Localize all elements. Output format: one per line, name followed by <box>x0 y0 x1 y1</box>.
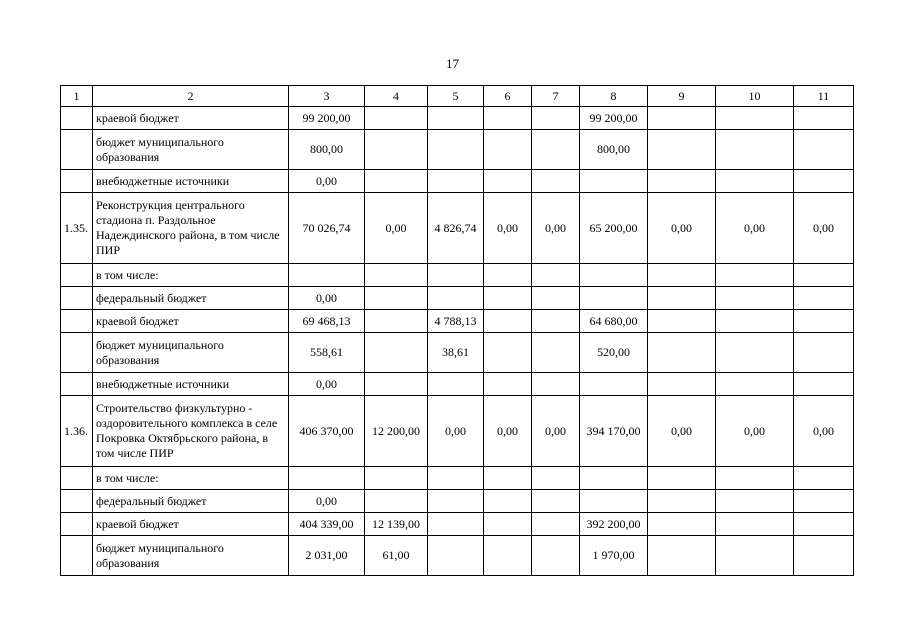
value-cell <box>580 373 648 396</box>
value-cell: 69 468,13 <box>289 310 365 333</box>
table-row <box>61 333 854 373</box>
table-row <box>61 193 854 264</box>
value-cell <box>484 107 532 130</box>
header-cell: 2 <box>93 86 289 107</box>
value-cell <box>289 467 365 490</box>
item-number-cell <box>61 170 93 193</box>
value-cell: 0,00 <box>648 396 716 467</box>
table-row <box>61 310 854 333</box>
header-row <box>61 86 854 107</box>
table-row <box>61 107 854 130</box>
value-cell <box>532 287 580 310</box>
value-cell <box>532 310 580 333</box>
description-cell: краевой бюджет <box>93 107 289 130</box>
value-cell <box>648 467 716 490</box>
value-cell: 800,00 <box>289 130 365 170</box>
description-cell: внебюджетные источники <box>93 170 289 193</box>
value-cell <box>794 264 854 287</box>
value-cell <box>580 170 648 193</box>
value-cell <box>580 467 648 490</box>
value-cell <box>365 310 428 333</box>
value-cell <box>794 107 854 130</box>
table-row <box>61 513 854 536</box>
table-row <box>61 396 854 467</box>
value-cell <box>648 287 716 310</box>
item-number-cell <box>61 490 93 513</box>
header-cell: 9 <box>648 86 716 107</box>
value-cell: 12 139,00 <box>365 513 428 536</box>
description-cell: бюджет муниципального образования <box>93 333 289 373</box>
value-cell: 4 788,13 <box>428 310 484 333</box>
page-number: 17 <box>446 56 459 71</box>
value-cell <box>484 467 532 490</box>
value-cell: 394 170,00 <box>580 396 648 467</box>
value-cell: 0,00 <box>365 193 428 264</box>
value-cell <box>794 513 854 536</box>
description-cell: Реконструкция центрального стадиона п. Раздольное Надеждинского района, в том числе ПИР <box>93 193 289 264</box>
item-number-cell <box>61 467 93 490</box>
description-cell: федеральный бюджет <box>93 287 289 310</box>
description-cell: в том числе: <box>93 264 289 287</box>
header-cell: 11 <box>794 86 854 107</box>
value-cell <box>532 536 580 576</box>
item-number-cell <box>61 287 93 310</box>
value-cell: 70 026,74 <box>289 193 365 264</box>
value-cell <box>484 373 532 396</box>
value-cell: 0,00 <box>484 396 532 467</box>
value-cell <box>580 287 648 310</box>
value-cell <box>580 490 648 513</box>
header-cell: 6 <box>484 86 532 107</box>
value-cell <box>716 490 794 513</box>
header-cell: 5 <box>428 86 484 107</box>
value-cell <box>648 310 716 333</box>
value-cell <box>484 170 532 193</box>
item-number-cell <box>61 513 93 536</box>
value-cell <box>648 513 716 536</box>
header-cell: 7 <box>532 86 580 107</box>
value-cell <box>365 333 428 373</box>
value-cell: 406 370,00 <box>289 396 365 467</box>
table-body <box>61 86 854 576</box>
description-cell: бюджет муниципального образования <box>93 130 289 170</box>
value-cell <box>648 170 716 193</box>
value-cell: 12 200,00 <box>365 396 428 467</box>
value-cell <box>428 536 484 576</box>
value-cell: 4 826,74 <box>428 193 484 264</box>
value-cell <box>716 513 794 536</box>
value-cell <box>428 130 484 170</box>
value-cell <box>484 333 532 373</box>
value-cell <box>716 536 794 576</box>
value-cell <box>532 513 580 536</box>
value-cell: 0,00 <box>794 396 854 467</box>
item-number-cell <box>61 373 93 396</box>
value-cell <box>365 490 428 513</box>
value-cell <box>484 130 532 170</box>
value-cell <box>484 310 532 333</box>
header-cell: 3 <box>289 86 365 107</box>
value-cell <box>794 310 854 333</box>
value-cell <box>716 373 794 396</box>
value-cell <box>648 130 716 170</box>
value-cell <box>484 264 532 287</box>
header-cell: 8 <box>580 86 648 107</box>
value-cell <box>648 373 716 396</box>
value-cell <box>794 490 854 513</box>
value-cell <box>648 107 716 130</box>
value-cell <box>716 107 794 130</box>
value-cell <box>532 107 580 130</box>
value-cell <box>365 107 428 130</box>
value-cell <box>484 513 532 536</box>
value-cell <box>365 264 428 287</box>
value-cell <box>532 467 580 490</box>
table-row <box>61 536 854 576</box>
value-cell <box>428 513 484 536</box>
value-cell <box>365 130 428 170</box>
item-number-cell <box>61 264 93 287</box>
value-cell: 0,00 <box>716 193 794 264</box>
value-cell: 0,00 <box>289 373 365 396</box>
header-cell: 10 <box>716 86 794 107</box>
value-cell <box>794 333 854 373</box>
description-cell: федеральный бюджет <box>93 490 289 513</box>
value-cell: 99 200,00 <box>580 107 648 130</box>
value-cell <box>532 130 580 170</box>
item-number-cell <box>61 333 93 373</box>
value-cell <box>648 333 716 373</box>
header-cell: 4 <box>365 86 428 107</box>
table-row <box>61 130 854 170</box>
item-number-cell <box>61 130 93 170</box>
value-cell <box>428 264 484 287</box>
value-cell <box>532 333 580 373</box>
value-cell <box>532 264 580 287</box>
value-cell: 99 200,00 <box>289 107 365 130</box>
value-cell <box>365 170 428 193</box>
value-cell <box>716 287 794 310</box>
value-cell: 0,00 <box>648 193 716 264</box>
value-cell <box>716 170 794 193</box>
table-row <box>61 373 854 396</box>
value-cell: 0,00 <box>532 396 580 467</box>
value-cell <box>532 170 580 193</box>
value-cell <box>289 264 365 287</box>
value-cell <box>716 130 794 170</box>
value-cell <box>794 130 854 170</box>
value-cell <box>648 490 716 513</box>
value-cell <box>532 373 580 396</box>
value-cell: 0,00 <box>794 193 854 264</box>
value-cell <box>794 287 854 310</box>
value-cell <box>428 107 484 130</box>
value-cell <box>365 467 428 490</box>
value-cell: 0,00 <box>484 193 532 264</box>
value-cell <box>794 373 854 396</box>
item-number-cell: 1.35. <box>61 193 93 264</box>
value-cell <box>648 264 716 287</box>
value-cell <box>365 373 428 396</box>
value-cell <box>428 170 484 193</box>
value-cell: 558,61 <box>289 333 365 373</box>
value-cell <box>428 490 484 513</box>
value-cell: 38,61 <box>428 333 484 373</box>
description-cell: в том числе: <box>93 467 289 490</box>
item-number-cell: 1.36. <box>61 396 93 467</box>
value-cell <box>532 490 580 513</box>
value-cell: 404 339,00 <box>289 513 365 536</box>
value-cell <box>716 310 794 333</box>
value-cell: 0,00 <box>532 193 580 264</box>
table-row <box>61 264 854 287</box>
value-cell <box>648 536 716 576</box>
header-cell: 1 <box>61 86 93 107</box>
value-cell: 392 200,00 <box>580 513 648 536</box>
value-cell: 1 970,00 <box>580 536 648 576</box>
value-cell <box>484 536 532 576</box>
item-number-cell <box>61 107 93 130</box>
value-cell <box>794 467 854 490</box>
value-cell <box>428 373 484 396</box>
description-cell: внебюджетные источники <box>93 373 289 396</box>
value-cell: 800,00 <box>580 130 648 170</box>
value-cell: 65 200,00 <box>580 193 648 264</box>
value-cell: 520,00 <box>580 333 648 373</box>
table-row <box>61 287 854 310</box>
item-number-cell <box>61 310 93 333</box>
value-cell: 0,00 <box>289 287 365 310</box>
value-cell <box>428 467 484 490</box>
value-cell <box>794 536 854 576</box>
value-cell <box>716 333 794 373</box>
value-cell <box>484 287 532 310</box>
value-cell: 0,00 <box>716 396 794 467</box>
value-cell: 64 680,00 <box>580 310 648 333</box>
item-number-cell <box>61 536 93 576</box>
value-cell <box>716 467 794 490</box>
value-cell <box>484 490 532 513</box>
table-row <box>61 467 854 490</box>
table-row <box>61 170 854 193</box>
value-cell: 0,00 <box>428 396 484 467</box>
value-cell <box>428 287 484 310</box>
value-cell: 0,00 <box>289 170 365 193</box>
description-cell: краевой бюджет <box>93 513 289 536</box>
description-cell: краевой бюджет <box>93 310 289 333</box>
value-cell <box>365 287 428 310</box>
description-cell: бюджет муниципального образования <box>93 536 289 576</box>
value-cell: 61,00 <box>365 536 428 576</box>
value-cell <box>716 264 794 287</box>
value-cell <box>580 264 648 287</box>
value-cell: 0,00 <box>289 490 365 513</box>
value-cell <box>794 170 854 193</box>
description-cell: Строительство физкультурно - оздоровительного комплекса в селе Покровка Октябрьского района, в том числе ПИР <box>93 396 289 467</box>
budget-table <box>60 85 854 576</box>
table-row <box>61 490 854 513</box>
value-cell: 2 031,00 <box>289 536 365 576</box>
